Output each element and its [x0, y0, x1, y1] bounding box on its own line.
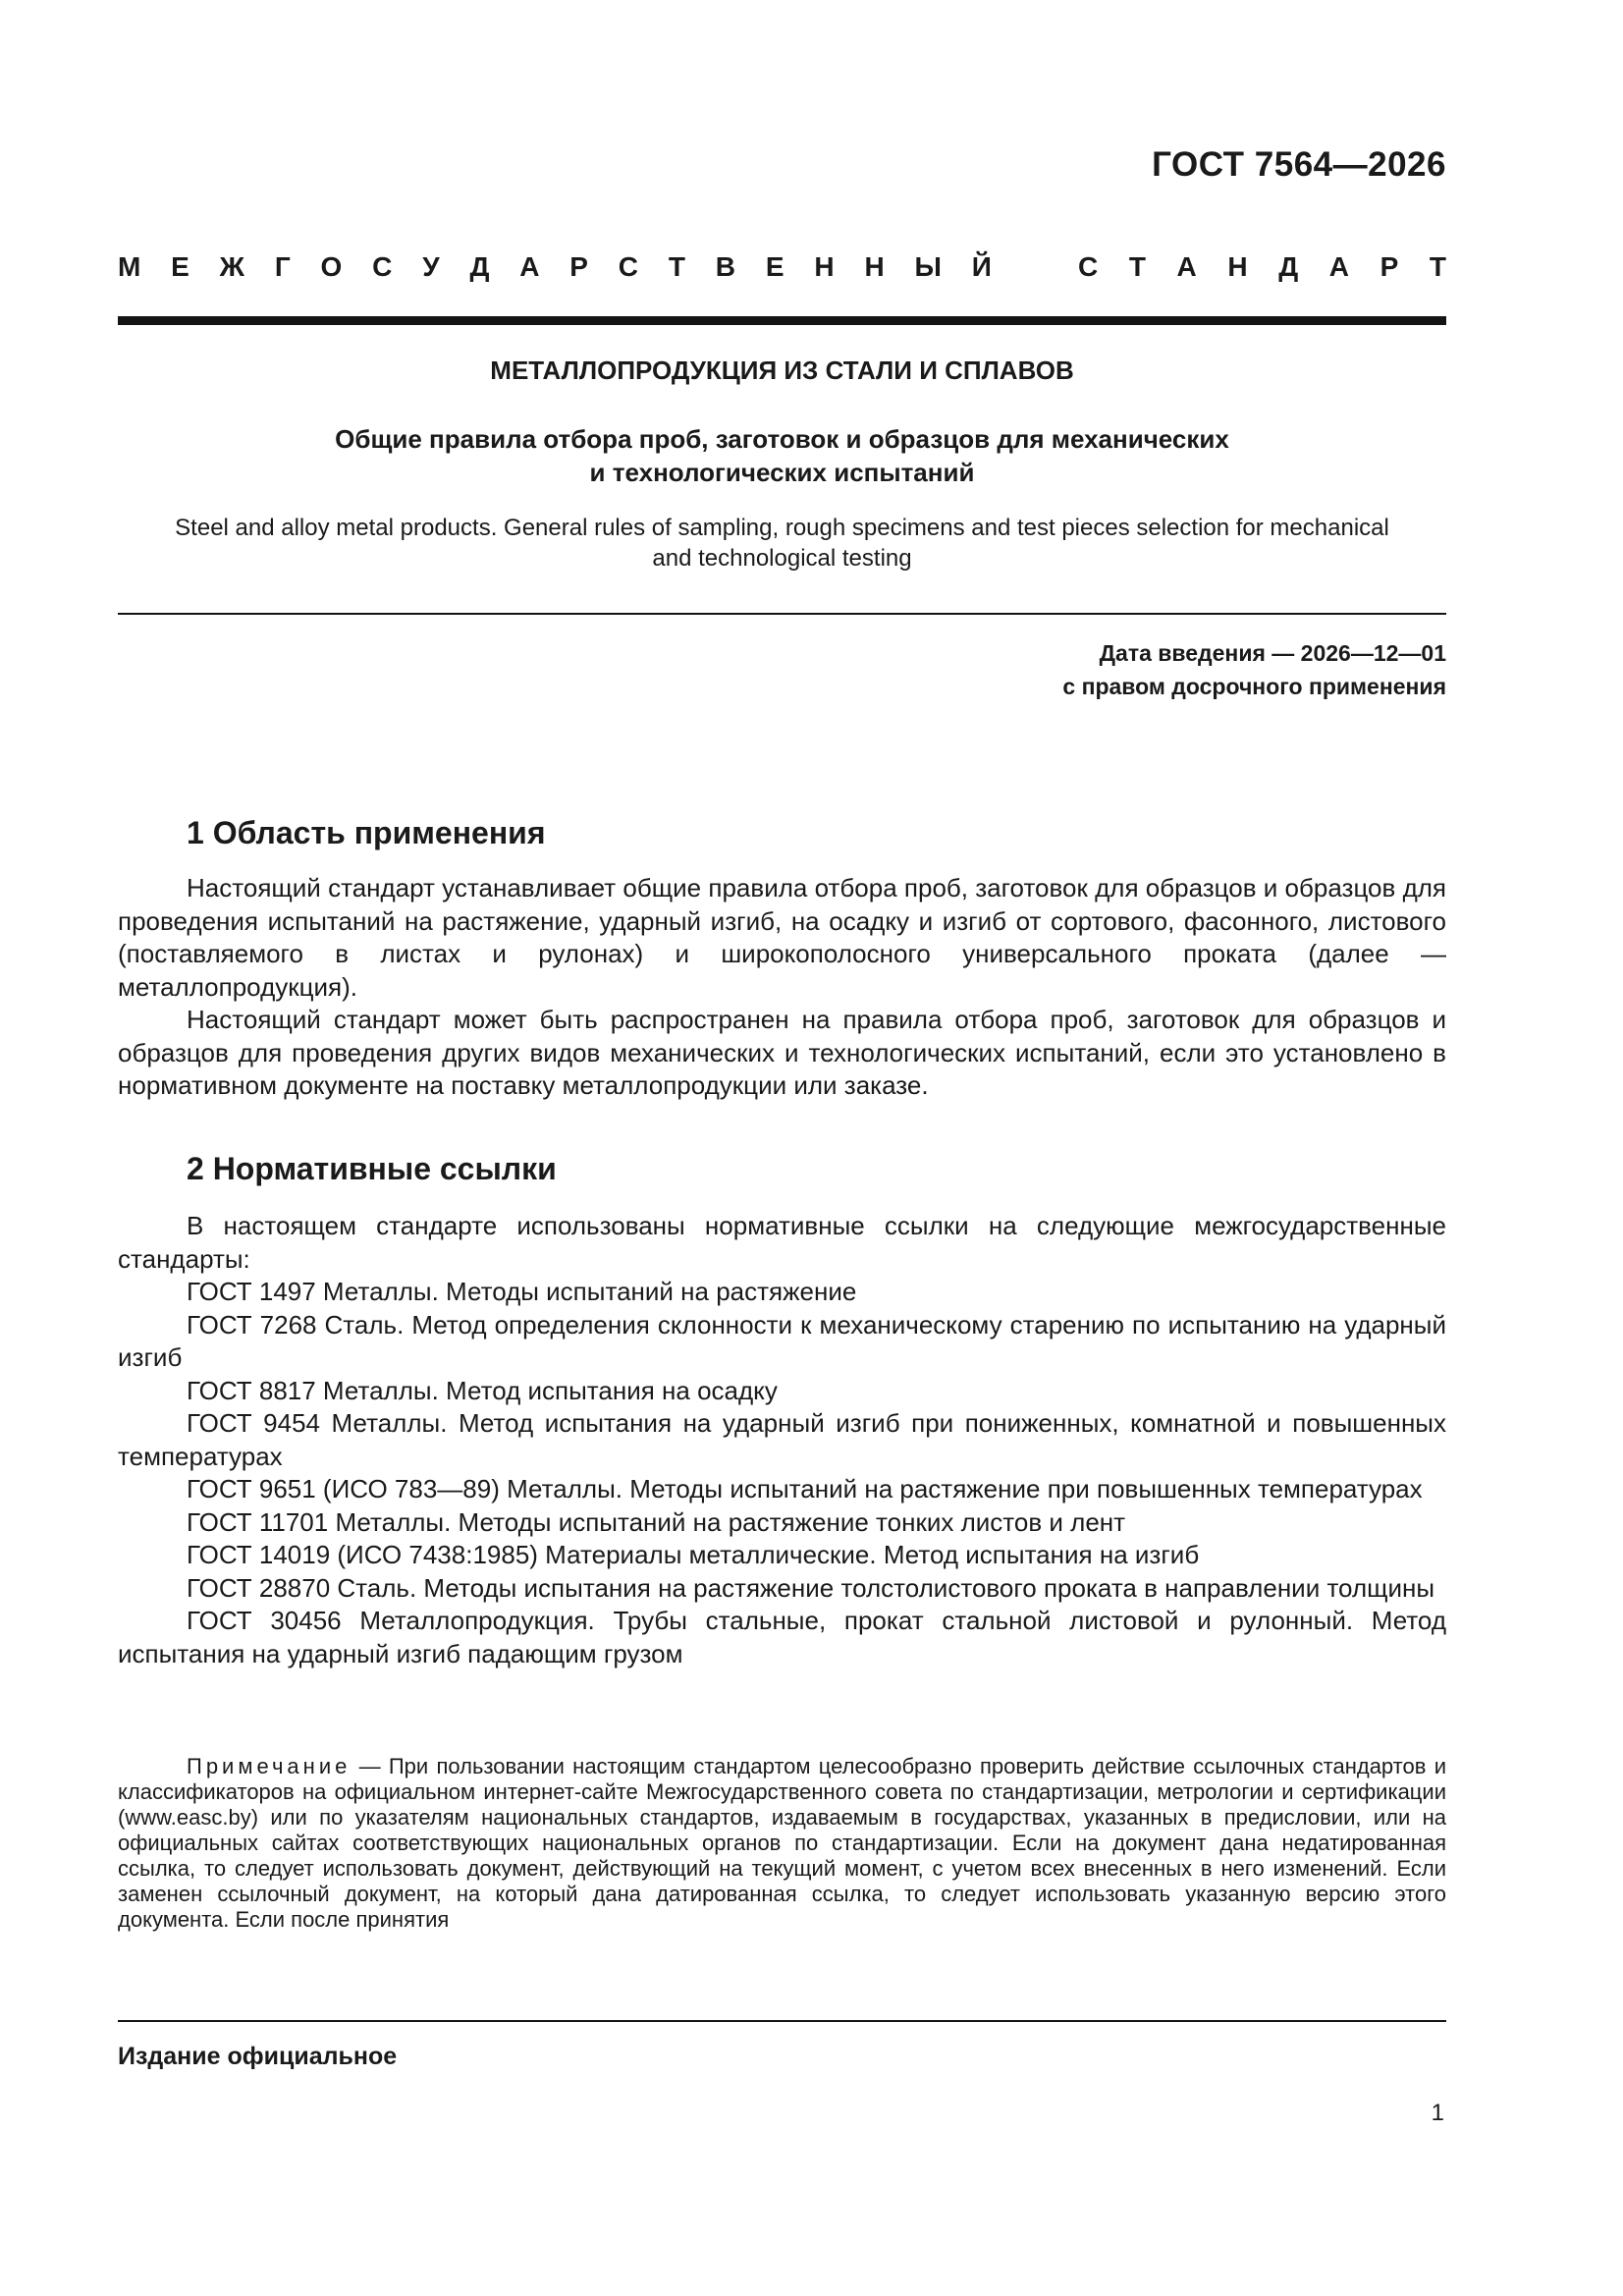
official-edition-label: Издание официальное — [118, 2043, 398, 2070]
banner-letter: Г — [274, 251, 291, 282]
reference-item: ГОСТ 9651 (ИСО 783—89) Металлы. Методы испытаний на растяжение при повышенных температурах — [187, 1474, 1423, 1503]
note-paragraph — [118, 1754, 1446, 1933]
intro-date-line: Дата введения — 2026—12—01 — [1099, 640, 1446, 666]
reference-item: ГОСТ 8817 Металлы. Метод испытания на осадку — [187, 1375, 778, 1405]
subtitle-line: и технологических испытаний — [589, 458, 975, 487]
banner-letter: Т — [1429, 251, 1446, 282]
banner-letter: А — [1176, 251, 1197, 282]
banner-letter: Т — [668, 251, 685, 282]
paragraph: Настоящий стандарт устанавливает общие правила отбора проб, заготовок для образцов и образцов для проведения испытаний на растяжение, ударный изгиб, на осадку и изгиб от сортового, фасонного, листового (поставляемого в листах и рулонах) и широкополосного универсального проката (далее — металлопродукция). — [118, 873, 1446, 1002]
note-text: — При пользовании настоящим стандартом целесообразно проверить действие ссылочных стандартов и классификаторов на официальном интернет-сайте Межгосударственного совета по стандартизации, метрологии и сертификации (www.easc.by) или по указателям национальных стандартов, издаваемым в государствах, указанных в предисловии, или на официальных сайтах соответствующих национальных органов по стандартизации. Если на документ дана недатированная ссылка, то следует использовать документ, действующий на текущий момент, с учетом всех внесенных в него изменений. Если заменен ссылочный документ, на который дана датированная ссылка, то следует использовать указанную версию этого документа. Если после принятия — [118, 1754, 1446, 1932]
interstate-standard-banner — [118, 251, 1446, 283]
thin-divider — [118, 613, 1446, 615]
banner-letter: У — [422, 251, 440, 282]
paragraph: Настоящий стандарт может быть распространен на правила отбора проб, заготовок для образцов и образцов для проведения других видов механических и технологических испытаний, если это установлено в нормативном документе на поставку металлопродукции или заказе. — [118, 1005, 1446, 1100]
note-label: Примечание — [187, 1754, 352, 1778]
page-number: 1 — [1431, 2100, 1444, 2126]
banner-letter: М — [118, 251, 141, 282]
reference-item: ГОСТ 28870 Сталь. Методы испытания на растяжение толстолистового проката в направлении толщины — [187, 1572, 1435, 1603]
thick-divider — [118, 316, 1446, 325]
banner-letter: Ы — [914, 251, 942, 282]
banner-letter: О — [320, 251, 343, 282]
banner-letter: Е — [171, 251, 189, 282]
banner-letter: Р — [569, 251, 588, 282]
banner-letter: Н — [1227, 251, 1248, 282]
section-body-normative-references — [118, 1210, 1446, 1670]
reference-item: ГОСТ 30456 Металлопродукция. Трубы стальные, прокат стальной листовой и рулонный. Метод испытания на ударный изгиб падающим грузом — [118, 1606, 1446, 1668]
banner-letter: С — [618, 251, 639, 282]
document-title: МЕТАЛЛОПРОДУКЦИЯ ИЗ СТАЛИ И СПЛАВОВ — [490, 355, 1074, 385]
reference-item: ГОСТ 14019 (ИСО 7438:1985) Материалы металлические. Метод испытания на изгиб — [187, 1540, 1200, 1569]
reference-item: ГОСТ 9454 Металлы. Метод испытания на ударный изгиб при пониженных, комнатной и повышенных температурах — [118, 1408, 1446, 1471]
banner-letter: Н — [814, 251, 835, 282]
paragraph: В настоящем стандарте использованы нормативные ссылки на следующие межгосударственные стандарты: — [118, 1211, 1446, 1274]
banner-letter: С — [372, 251, 393, 282]
english-title — [118, 513, 1446, 574]
standard-word — [1078, 251, 1446, 283]
banner-letter: Ж — [219, 251, 244, 282]
banner-letter: Н — [864, 251, 885, 282]
interstate-word — [118, 251, 992, 283]
reference-item: ГОСТ 1497 Металлы. Методы испытаний на растяжение — [187, 1277, 857, 1306]
banner-letter: А — [1328, 251, 1349, 282]
banner-letter: С — [1078, 251, 1099, 282]
document-number: ГОСТ 7564—2026 — [1152, 145, 1446, 184]
banner-letter: Е — [765, 251, 784, 282]
banner-letter: Д — [1278, 251, 1299, 282]
subtitle-line: Общие правила отбора проб, заготовок и образцов для механических — [335, 424, 1229, 454]
footer-divider — [118, 2020, 1446, 2022]
section-heading-normative-references: 2 Нормативные ссылки — [187, 1151, 557, 1186]
reference-item: ГОСТ 7268 Сталь. Метод определения склонности к механическому старению по испытанию на ударный изгиб — [118, 1309, 1446, 1372]
banner-letter: Й — [971, 251, 992, 282]
section-heading-scope: 1 Область применения — [187, 815, 546, 850]
intro-date-line: с правом досрочного применения — [1062, 674, 1446, 699]
section-body-scope — [118, 872, 1446, 1103]
document-subtitle — [118, 422, 1446, 489]
reference-item: ГОСТ 11701 Металлы. Методы испытаний на растяжение тонких листов и лент — [187, 1506, 1126, 1537]
banner-letter: Р — [1380, 251, 1399, 282]
english-title-line: and technological testing — [652, 545, 912, 572]
banner-letter: Д — [469, 251, 490, 282]
introduction-date — [1062, 636, 1446, 703]
english-title-line: Steel and alloy metal products. General rules of sampling, rough specimens and test pieces selection for mechanical — [175, 515, 1389, 541]
banner-letter: Т — [1128, 251, 1146, 282]
banner-letter: А — [519, 251, 540, 282]
banner-letter: В — [715, 251, 736, 282]
